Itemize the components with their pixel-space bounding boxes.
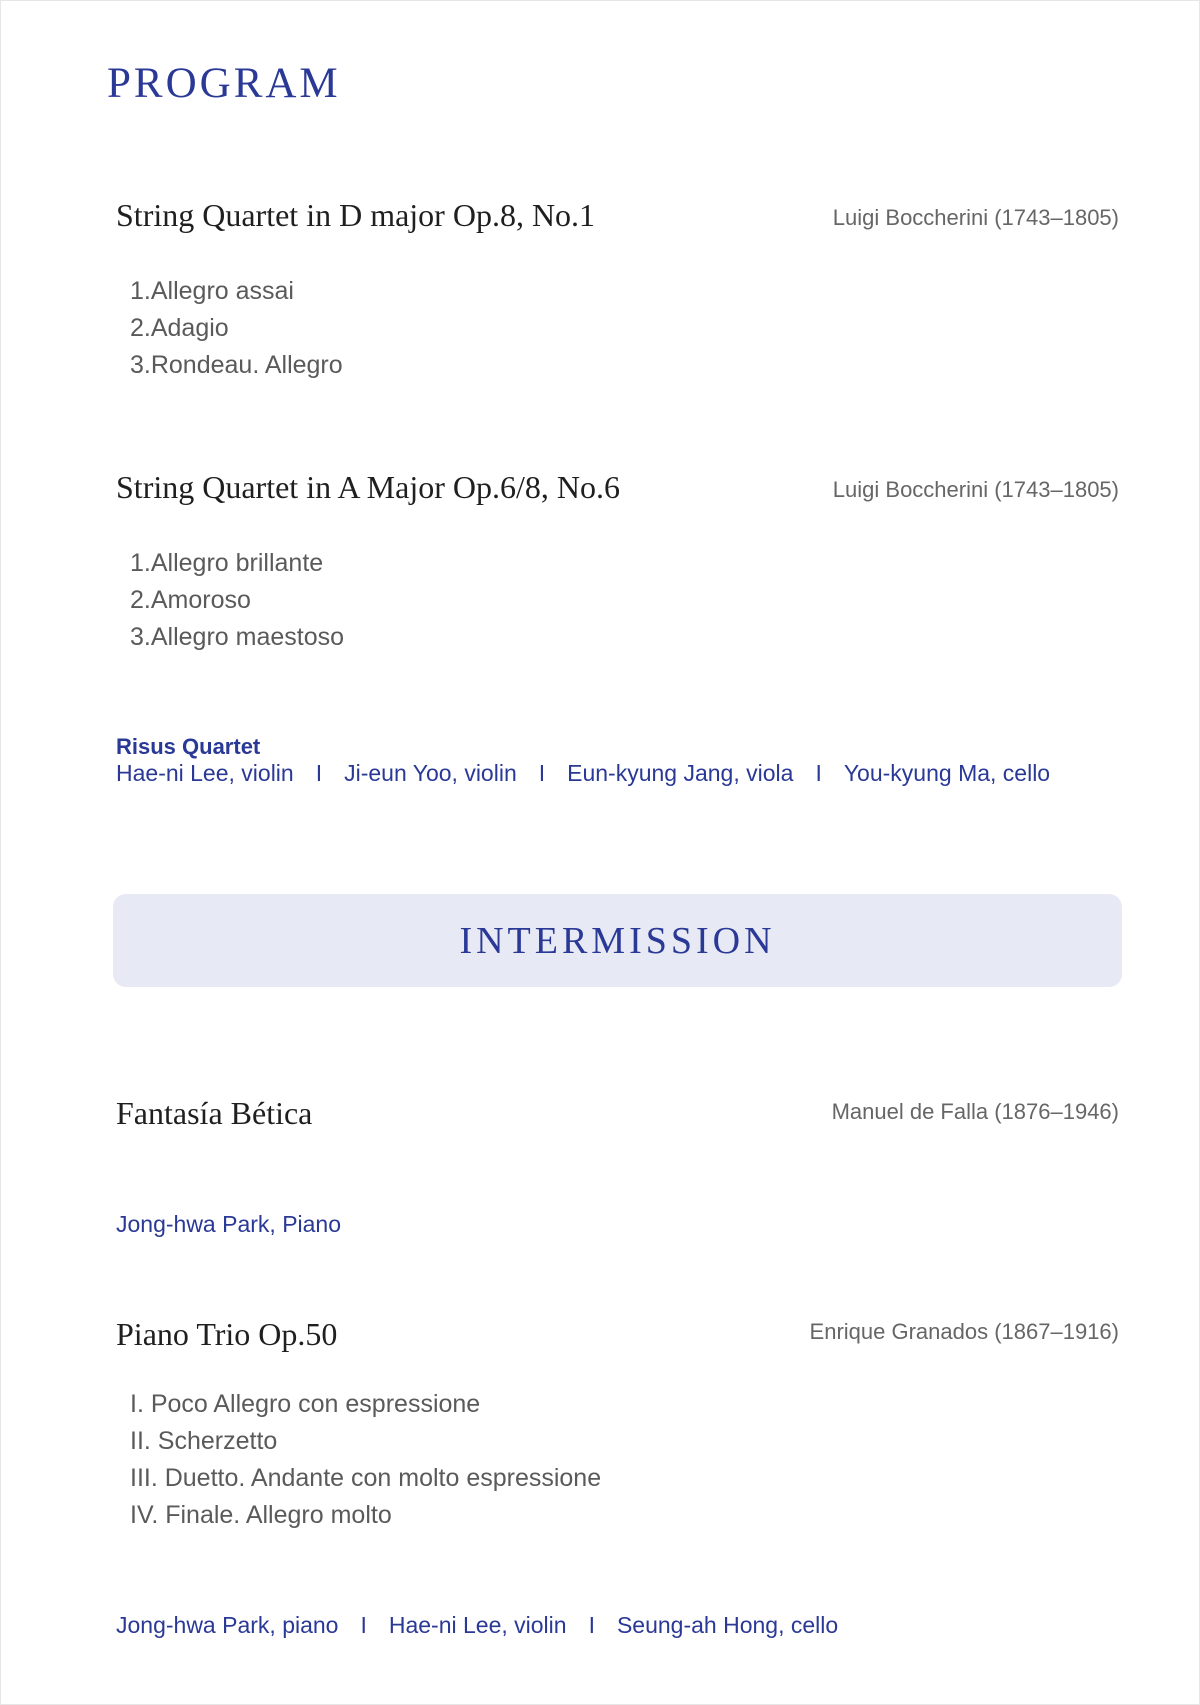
- movement-item: II. Scherzetto: [130, 1427, 278, 1455]
- performer: Hae-ni Lee, violin: [388, 1612, 567, 1638]
- ensemble-members: [116, 760, 1050, 787]
- movement-item: 3.Allegro maestoso: [130, 623, 345, 651]
- composer: Luigi Boccherini (1743–1805): [832, 477, 1119, 502]
- performer: You-kyung Ma, cello: [843, 760, 1051, 786]
- performer: Hae-ni Lee, violin: [116, 760, 294, 786]
- movement-item: 2.Amoroso: [130, 586, 251, 614]
- ensemble-name: Risus Quartet: [116, 734, 261, 759]
- separator: I: [360, 1612, 367, 1638]
- solo-performer: Jong-hwa Park, Piano: [116, 1211, 342, 1237]
- movement-list: [130, 545, 344, 656]
- movement-item: 1.Allegro assai: [130, 277, 294, 305]
- movement-item: 1.Allegro brillante: [130, 549, 324, 577]
- separator: I: [815, 760, 822, 786]
- composer: Enrique Granados (1867–1916): [809, 1319, 1119, 1344]
- performer: Eun-kyung Jang, viola: [567, 760, 794, 786]
- movement-item: 3.Rondeau. Allegro: [130, 351, 343, 379]
- movement-list: [130, 1386, 601, 1534]
- composer: Luigi Boccherini (1743–1805): [832, 205, 1119, 230]
- movement-item: 2.Adagio: [130, 314, 229, 342]
- movement-item: IV. Finale. Allegro molto: [130, 1501, 392, 1529]
- movement-item: III. Duetto. Andante con molto espressione: [130, 1464, 602, 1492]
- piece-title: Fantasía Bética: [116, 1095, 313, 1131]
- separator: I: [588, 1612, 595, 1638]
- separator: I: [315, 760, 323, 786]
- piece-title: String Quartet in A Major Op.6/8, No.6: [116, 469, 620, 505]
- performer: Jong-hwa Park, piano: [116, 1612, 339, 1638]
- intermission-label: INTERMISSION: [459, 919, 776, 962]
- separator: I: [538, 760, 546, 786]
- program-title: PROGRAM: [107, 60, 341, 107]
- piece-title: String Quartet in D major Op.8, No.1: [116, 197, 596, 233]
- trio-performers: [116, 1612, 838, 1639]
- piece-title: Piano Trio Op.50: [116, 1316, 338, 1352]
- intermission-banner: [113, 894, 1122, 987]
- performer: Ji-eun Yoo, violin: [344, 760, 517, 786]
- movement-list: [130, 273, 343, 384]
- composer: Manuel de Falla (1876–1946): [831, 1099, 1119, 1124]
- performer: Seung-ah Hong, cello: [616, 1612, 839, 1638]
- movement-item: I. Poco Allegro con espressione: [130, 1390, 481, 1418]
